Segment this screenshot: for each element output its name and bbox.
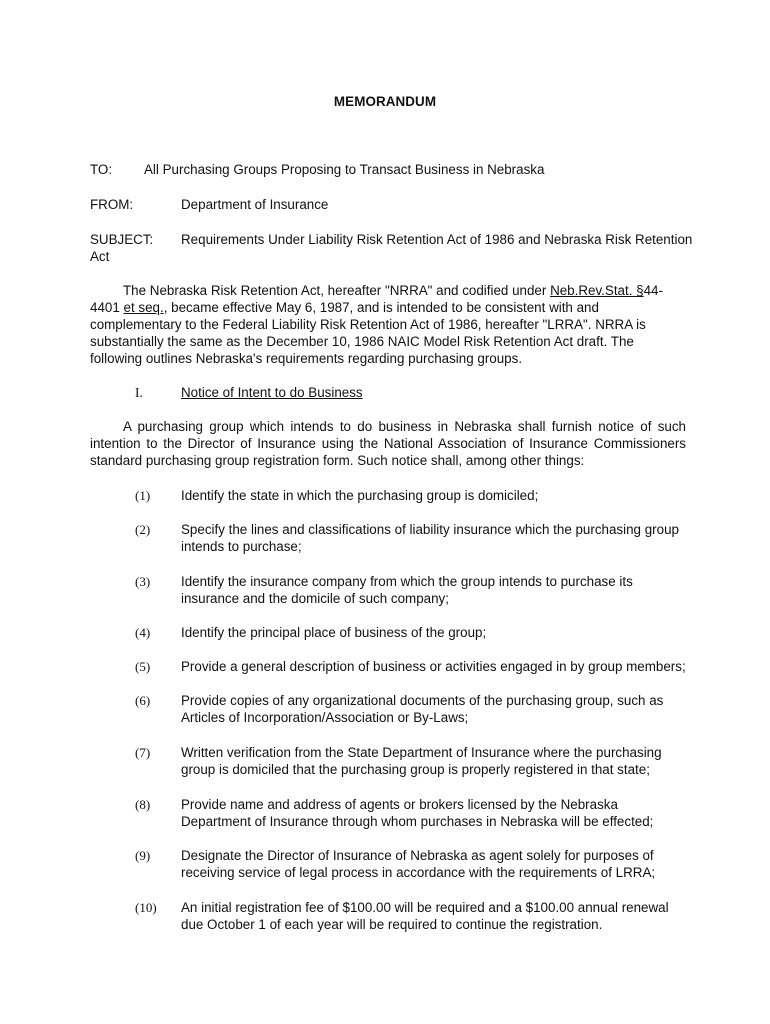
item-text: An initial registration fee of $100.00 will be required and a $100.00 annual renewal due October 1 of each year will be required to continue the registration. [181, 900, 669, 932]
section-number: I. [135, 385, 143, 400]
intro-text-1: The Nebraska Risk Retention Act, hereafter "NRRA" and codified under [123, 283, 551, 298]
item-text: Specify the lines and classifications of liability insurance which the purchasing group intends to purchase; [181, 522, 679, 554]
item-text: Identify the state in which the purchasing group is domiciled; [181, 488, 539, 503]
item-number: (4) [135, 625, 151, 640]
list-item [135, 624, 695, 641]
item-text: Written verification from the State Department of Insurance where the purchasing group is domiciled that the purchasing group is properly registered in that state; [181, 745, 662, 777]
item-text: Identify the principal place of business of the group; [181, 625, 487, 640]
statute-citation: Neb.Rev.Stat. § [550, 283, 644, 298]
item-number: (7) [135, 745, 151, 760]
memo-title: MEMORANDUM [333, 94, 437, 109]
list-item [135, 796, 695, 830]
from-value: Department of Insurance [181, 197, 329, 212]
intro-paragraph [90, 282, 686, 367]
from-label: FROM: [90, 197, 134, 212]
item-text: Provide a general description of business or activities engaged in by group members; [181, 659, 686, 674]
intro-text-2: 44-4401 [90, 283, 663, 315]
section-heading [135, 384, 363, 401]
section-paragraph-text: A purchasing group which intends to do business in Nebraska shall furnish notice of such intention to the Director of Insurance using the National Association of Insurance Commissioners standard purchasing group registration form. Such notice shall, among other things: [90, 419, 686, 468]
subject-value-line1: Requirements Under Liability Risk Retention Act of 1986 and Nebraska Risk Retention [181, 232, 693, 247]
item-number: (5) [135, 659, 151, 674]
item-text: Provide name and address of agents or brokers licensed by the Nebraska Department of Insurance through whom purchases in Nebraska will be effected; [181, 797, 654, 829]
list-item [135, 658, 695, 675]
item-number: (2) [135, 522, 151, 537]
item-number: (9) [135, 848, 151, 863]
item-number: (3) [135, 574, 151, 589]
list-item [135, 899, 695, 933]
intro-text-3: , became effective May 6, 1987, and is intended to be consistent with and complementary to the Federal Liability Risk Retention Act of 1986, hereafter "LRRA". NRRA is substantially the same as the December 10, 1986 NAIC Model Risk Retention Act draft. The following outlines Nebraska's requirements regarding purchasing groups. [90, 300, 646, 366]
item-number: (1) [135, 488, 151, 503]
item-number: (10) [135, 900, 157, 915]
list-item [135, 521, 695, 555]
list-item [135, 744, 695, 778]
to-line [90, 161, 690, 178]
list-item [135, 847, 695, 881]
list-item [135, 487, 695, 504]
from-line [90, 196, 690, 213]
to-label: TO: [90, 162, 113, 177]
section-paragraph [90, 418, 686, 469]
item-number: (6) [135, 693, 151, 708]
item-text: Designate the Director of Insurance of Nebraska as agent solely for purposes of receiving service of legal process in accordance with the requirements of LRRA; [181, 848, 656, 880]
list-item [135, 692, 695, 726]
list-item [135, 573, 695, 607]
to-value: All Purchasing Groups Proposing to Transact Business in Nebraska [144, 162, 545, 177]
et-seq: et seq. [123, 300, 164, 315]
subject-line [90, 231, 700, 265]
item-number: (8) [135, 797, 151, 812]
item-text: Identify the insurance company from which the group intends to purchase its insurance and the domicile of such company; [181, 574, 633, 606]
subject-value-line2: Act [90, 249, 110, 264]
section-title: Notice of Intent to do Business [181, 385, 363, 400]
subject-label: SUBJECT: [90, 232, 154, 247]
item-text: Provide copies of any organizational documents of the purchasing group, such as Articles of Incorporation/Association or By-Laws; [181, 693, 664, 725]
